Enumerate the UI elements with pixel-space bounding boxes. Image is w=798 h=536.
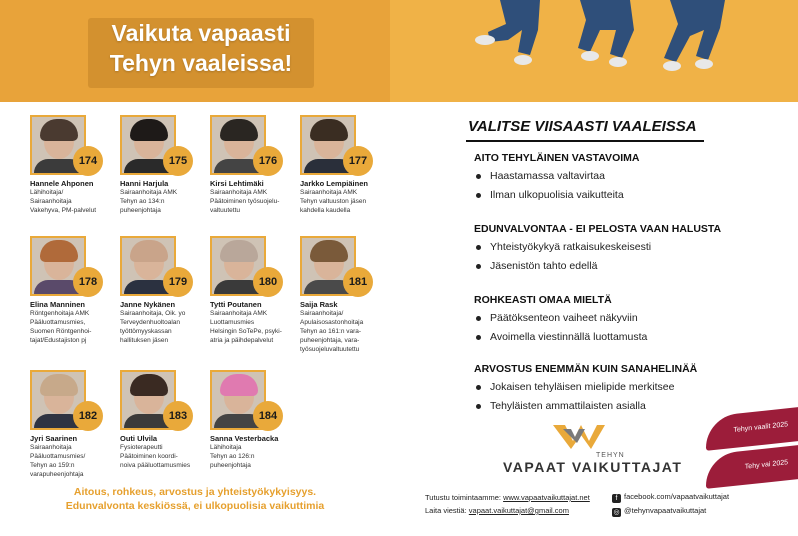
logo-text: VAPAAT VAIKUTTAJAT bbox=[503, 459, 683, 475]
website-link[interactable]: www.vapaatvaikuttajat.net bbox=[503, 493, 590, 502]
candidate-number-badge: 174 bbox=[73, 146, 103, 176]
jumping-people-illustration bbox=[390, 0, 798, 102]
headline-line-2: Tehyn vaaleissa! bbox=[109, 50, 293, 76]
candidate-card bbox=[120, 236, 208, 345]
candidate-number-badge: 184 bbox=[253, 401, 283, 431]
candidate-card bbox=[30, 236, 118, 345]
candidate-card bbox=[300, 236, 388, 354]
bullet-dot-icon bbox=[476, 245, 481, 250]
bullet-dot-icon bbox=[476, 385, 481, 390]
footer-visit-label: Tutustu toimintaamme: bbox=[425, 493, 501, 502]
footer-email-line bbox=[425, 504, 590, 517]
slogan-line-2: Edunvalvonta keskiössä, ei ulkopuolisia vaikuttimia bbox=[65, 500, 325, 512]
footer-social bbox=[612, 490, 729, 518]
bullet-text: Päätöksenteon vaiheet näkyviin bbox=[490, 312, 638, 324]
photo-hair bbox=[220, 119, 258, 141]
bullet-text: Avoimella viestinnällä luottamusta bbox=[490, 331, 648, 343]
ribbon-tehy-vai: Tehy vai 2025 bbox=[706, 445, 798, 489]
photo-hair bbox=[40, 240, 78, 262]
candidate-number-badge: 177 bbox=[343, 146, 373, 176]
candidate-number-badge: 179 bbox=[163, 267, 193, 297]
candidate-card bbox=[300, 115, 388, 215]
photo-hair bbox=[220, 240, 258, 262]
bullet-3-1 bbox=[476, 312, 638, 324]
candidate-number-badge: 175 bbox=[163, 146, 193, 176]
bullet-3-2 bbox=[476, 331, 647, 343]
bullet-text: Haastamassa valtavirtaa bbox=[490, 170, 605, 182]
candidate-name: Jyri Saarinen bbox=[30, 434, 78, 443]
jumping-people-photo bbox=[390, 0, 798, 102]
bullet-4-2 bbox=[476, 400, 646, 412]
candidate-number-badge: 181 bbox=[343, 267, 373, 297]
instagram-text: @tehynvapaatvaikuttajat bbox=[624, 506, 707, 515]
candidate-name: Hanni Harjula bbox=[120, 179, 169, 188]
bullet-dot-icon bbox=[476, 335, 481, 340]
candidate-card bbox=[120, 115, 208, 215]
candidate-card bbox=[210, 370, 298, 470]
candidate-card bbox=[30, 115, 118, 215]
title-underline bbox=[466, 140, 704, 142]
bullet-1-1 bbox=[476, 170, 605, 182]
logo-small-text: TEHYN bbox=[596, 452, 625, 459]
bullet-dot-icon bbox=[476, 174, 481, 179]
candidate-description: Sairaanhoitaja Pääluottamusmies/ Tehyn ao 159:n varapuheenjohtaja bbox=[30, 444, 86, 478]
facebook-link[interactable] bbox=[612, 490, 729, 504]
photo-hair bbox=[130, 240, 168, 262]
vapaat-vaikuttajat-logo-icon bbox=[551, 421, 607, 451]
photo-hair bbox=[130, 119, 168, 141]
candidate-name: Jarkko Lempiäinen bbox=[300, 179, 368, 188]
candidate-name: Janne Nykänen bbox=[120, 300, 176, 309]
section-heading-4: ARVOSTUS ENEMMÄN KUIN SANAHELINÄÄ bbox=[474, 363, 698, 375]
candidate-name: Elina Manninen bbox=[30, 300, 86, 309]
candidate-number-badge: 178 bbox=[73, 267, 103, 297]
facebook-icon: f bbox=[612, 494, 621, 503]
candidate-name: Saija Rask bbox=[300, 300, 338, 309]
candidate-description: Sairaanhoitaja AMK Luottamusmies Helsingin SoTePe, psyki- atria ja päihdepalvelut bbox=[210, 310, 282, 344]
instagram-icon: ◎ bbox=[613, 509, 620, 516]
section-heading-1: AITO TEHYLÄINEN VASTAVOIMA bbox=[474, 152, 640, 164]
email-link[interactable]: vapaat.vaikuttajat@gmail.com bbox=[468, 506, 569, 515]
candidate-description: Sairaanhoitaja, Oik. yo Terveydenhuoltoalan työttömyyskassan hallituksen jäsen bbox=[120, 310, 186, 344]
candidate-card bbox=[30, 370, 118, 479]
bullet-text: Yhteistyökykyä ratkaisukeskeisesti bbox=[490, 241, 652, 253]
bullet-2-1 bbox=[476, 241, 651, 253]
bullet-4-1 bbox=[476, 381, 674, 393]
footer-website-line bbox=[425, 491, 590, 504]
candidate-card bbox=[210, 115, 298, 215]
instagram-link[interactable] bbox=[612, 504, 729, 518]
bullet-dot-icon bbox=[476, 404, 481, 409]
candidate-card bbox=[120, 370, 208, 470]
footer-mail-label: Laita viestiä: bbox=[425, 506, 467, 515]
candidate-description: Röntgenhoitaja AMK Pääluottamusmies, Suomen Röntgenhoi- tajat/Edustajiston pj bbox=[30, 310, 92, 344]
candidate-description: Lähihoitaja/ Sairaanhoitaja Vakehyva, PM-palvelut bbox=[30, 189, 96, 214]
candidate-card bbox=[210, 236, 298, 345]
facebook-text: facebook.com/vapaatvaikuttajat bbox=[624, 492, 730, 501]
candidate-description: Sairaanhoitaja/ Apulaisosastonhoitaja Tehyn ao 161:n vara- puheenjohtaja, vara- työsuojeluvaltuutettu bbox=[300, 310, 364, 353]
bullet-dot-icon bbox=[476, 316, 481, 321]
photo-hair bbox=[40, 119, 78, 141]
section-heading-3: ROHKEASTI OMAA MIELTÄ bbox=[474, 294, 612, 306]
candidate-description: Lähihoitaja Tehyn ao 126:n puheenjohtaja bbox=[210, 444, 255, 469]
slogan-line-1: Aitous, rohkeus, arvostus ja yhteistyökykyisyys. bbox=[73, 486, 317, 498]
headline-line-1: Vaikuta vapaasti bbox=[111, 20, 291, 46]
candidate-name: Tytti Poutanen bbox=[210, 300, 262, 309]
candidate-number-badge: 180 bbox=[253, 267, 283, 297]
bullet-2-2 bbox=[476, 260, 597, 272]
photo-hair bbox=[220, 374, 258, 396]
photo-hair bbox=[310, 240, 348, 262]
ribbon-tehyn-vaalit: Tehyn vaalit 2025 bbox=[706, 407, 798, 451]
footer-contact bbox=[425, 491, 590, 517]
candidate-description: Sairaanhoitaja AMK Tehyn valtuuston jäsen kahdella kaudella bbox=[300, 189, 367, 214]
candidate-number-badge: 176 bbox=[253, 146, 283, 176]
candidate-description: Sairaanhoitaja AMK Tehyn ao 134:n puheenjohtaja bbox=[120, 189, 178, 214]
bullet-dot-icon bbox=[476, 264, 481, 269]
candidate-number-badge: 182 bbox=[73, 401, 103, 431]
bullet-dot-icon bbox=[476, 193, 481, 198]
right-title: VALITSE VIISAASTI VAALEISSA bbox=[468, 118, 697, 135]
bullet-text: Jäsenistön tahto edellä bbox=[490, 260, 598, 272]
candidate-name: Outi Ulvila bbox=[120, 434, 158, 443]
candidate-number-badge: 183 bbox=[163, 401, 193, 431]
photo-hair bbox=[40, 374, 78, 396]
header-banner bbox=[0, 0, 390, 102]
bullet-text: Tehyläisten ammattilaisten asialla bbox=[490, 400, 646, 412]
photo-hair bbox=[130, 374, 168, 396]
candidate-name: Kirsi Lehtimäki bbox=[210, 179, 264, 188]
candidate-name: Sanna Vesterbacka bbox=[210, 434, 279, 443]
headline-box bbox=[88, 18, 314, 88]
section-heading-2: EDUNVALVONTAA - EI PELOSTA VAAN HALUSTA bbox=[474, 223, 722, 235]
bullet-1-2 bbox=[476, 189, 624, 201]
bullet-text: Ilman ulkopuolisia vaikutteita bbox=[490, 189, 624, 201]
candidate-description: Sairaanhoitaja AMK Päätoiminen työsuojelu- valtuutettu bbox=[210, 189, 280, 214]
slogan bbox=[30, 485, 360, 513]
bullet-text: Jokaisen tehyläisen mielipide merkitsee bbox=[490, 381, 675, 393]
photo-hair bbox=[310, 119, 348, 141]
candidate-description: Fysioterapeutti Päätoiminen koordi- noiva pääluottamusmies bbox=[120, 444, 191, 469]
candidate-name: Hannele Ahponen bbox=[30, 179, 94, 188]
